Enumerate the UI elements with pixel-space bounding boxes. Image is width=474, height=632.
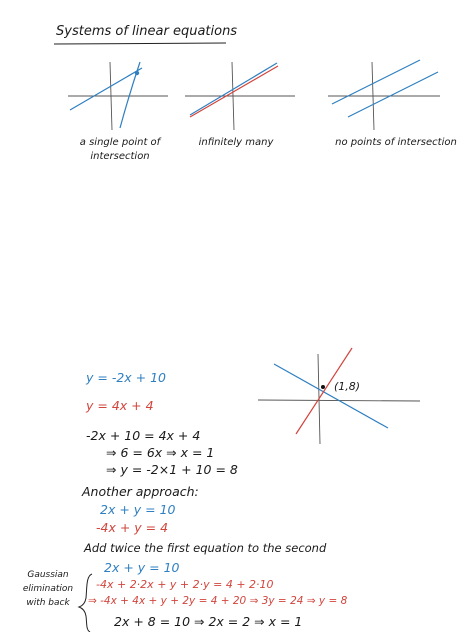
gauss-row-1: 2x + y = 10 <box>104 560 180 575</box>
add-twice-note: Add twice the first equation to the second <box>84 541 327 555</box>
parallel-line-2 <box>348 72 438 117</box>
caption-no-intersection: no points of intersection <box>335 137 457 148</box>
gauss-side-label: Gaussian elimination with back <box>22 570 74 608</box>
caption-single-point: a single point of intersection <box>79 137 161 162</box>
intersection-dot <box>135 71 139 75</box>
equation-2: y = 4x + 4 <box>86 398 154 413</box>
page-title: Systems of linear equations <box>56 24 238 39</box>
parallel-line-1 <box>332 60 420 104</box>
system-equation-2: -4x + y = 4 <box>96 520 169 535</box>
substitution-step-1: -2x + 10 = 4x + 4 <box>86 428 201 443</box>
substitution-step-3: ⇒ y = -2×1 + 10 = 8 <box>106 462 238 477</box>
gauss-row-4: 2x + 8 = 10 ⇒ 2x = 2 ⇒ x = 1 <box>114 614 303 629</box>
line-blue <box>274 364 388 428</box>
system-equation-1: 2x + y = 10 <box>100 502 176 517</box>
gauss-row-3: ⇒ -4x + 4x + y + 2y = 4 + 20 ⇒ 3y = 24 ⇒ y = 8 <box>88 595 348 607</box>
caption-infinitely-many: infinitely many <box>198 137 274 148</box>
diagram-single-point <box>68 62 168 130</box>
gauss-row-2: -4x + 2·2x + y + 2·y = 4 + 2·10 <box>96 578 274 591</box>
diagram-infinitely-many <box>185 62 295 130</box>
equation-1: y = -2x + 10 <box>86 370 167 385</box>
line-red <box>190 66 278 117</box>
example-graph <box>258 348 420 444</box>
title-underline <box>54 43 226 44</box>
diagram-no-intersection <box>328 60 440 130</box>
intersection-dot <box>321 385 325 389</box>
another-approach-heading: Another approach: <box>82 484 199 499</box>
intersection-label: (1,8) <box>334 380 361 393</box>
substitution-step-2: ⇒ 6 = 6x ⇒ x = 1 <box>106 445 215 460</box>
